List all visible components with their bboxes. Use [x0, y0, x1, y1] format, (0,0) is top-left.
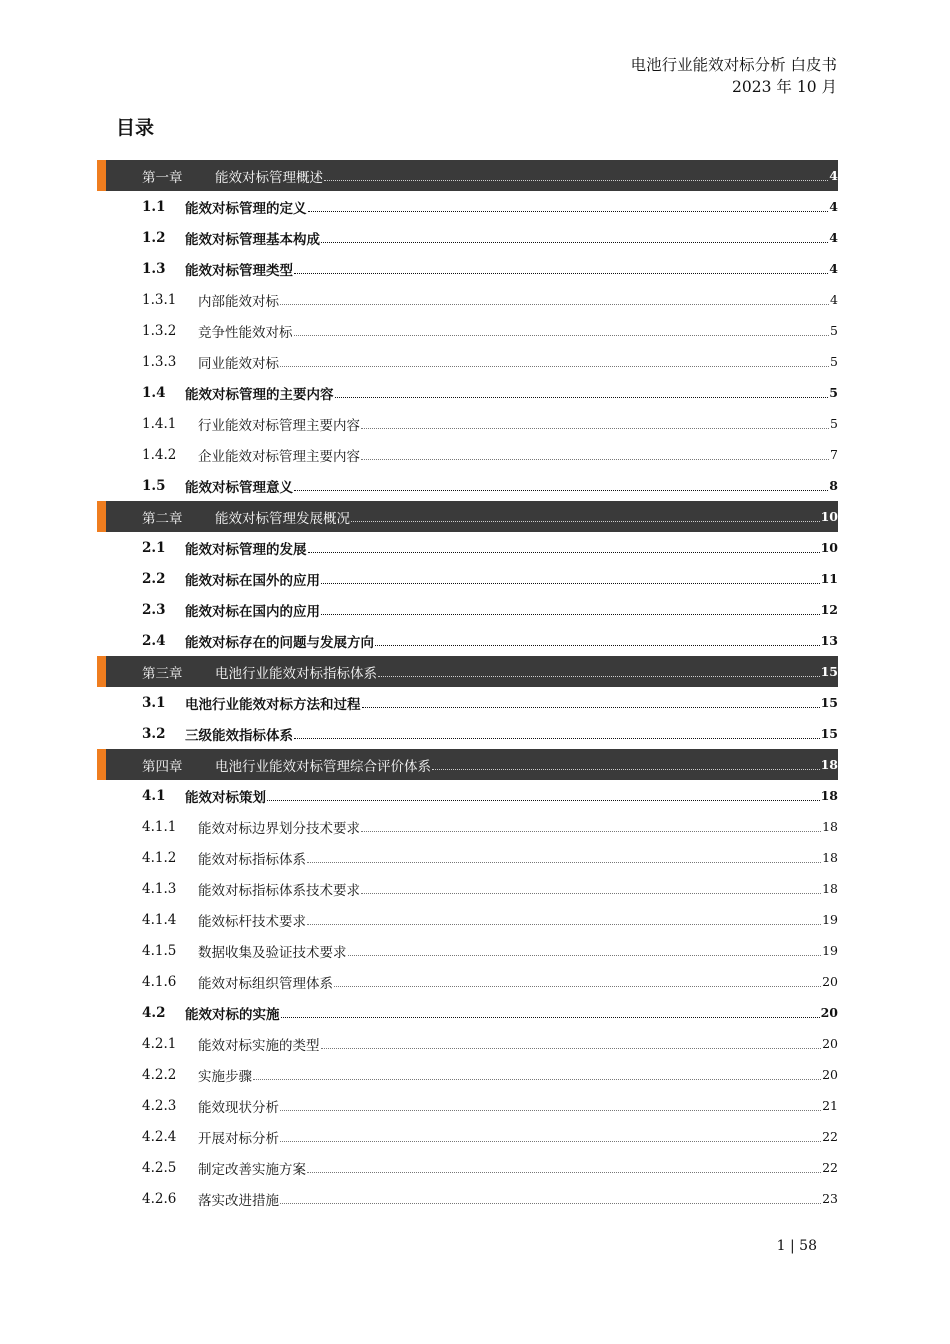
toc-entry-label: 能效对标指标体系技术要求: [198, 882, 360, 899]
toc-entry-number: 4.1.3: [142, 880, 177, 897]
toc-dot-leader: [335, 388, 829, 398]
toc-dot-leader: [351, 512, 820, 522]
toc-chapter-row[interactable]: [97, 501, 838, 532]
toc-dot-leader: [294, 481, 828, 491]
toc-dot-leader: [348, 946, 822, 956]
toc-entry-number: 4.2.6: [142, 1190, 177, 1207]
toc-entry-label: 制定改善实施方案: [198, 1161, 306, 1178]
toc-entry-label: 能效对标在国内的应用: [185, 603, 320, 620]
toc-page-number: 5: [830, 323, 838, 338]
toc-entry-number: 1.4.2: [142, 446, 177, 463]
toc-entry-label: 能效对标管理基本构成: [185, 231, 320, 248]
toc-dot-leader: [281, 1008, 820, 1018]
toc-page-number: 19: [822, 912, 838, 927]
toc-entry-number: 4.2.4: [142, 1128, 177, 1145]
toc-entry-row[interactable]: [97, 377, 838, 408]
toc-entry-row[interactable]: [97, 439, 838, 470]
toc-title: 目录: [116, 117, 155, 139]
toc-page-number: 20: [822, 1067, 838, 1082]
toc-dot-leader: [361, 884, 821, 894]
toc-entry-number: 1.3.1: [142, 291, 177, 308]
toc-entry-label: 能效现状分析: [198, 1099, 279, 1116]
toc-page-number: 15: [820, 726, 838, 741]
toc-entry-label: 能效对标策划: [185, 789, 266, 806]
toc-dot-leader: [307, 915, 821, 925]
toc-page-number: 20: [820, 1005, 838, 1020]
toc-entry-label: 能效对标存在的问题与发展方向: [185, 634, 374, 651]
toc-dot-leader: [324, 171, 828, 181]
toc-entry-label: 电池行业能效对标方法和过程: [185, 696, 361, 713]
toc-entry-number: 4.1: [142, 787, 166, 804]
toc-page-number: 4: [829, 199, 838, 214]
toc-dot-leader: [321, 605, 820, 615]
toc-page-number: 4: [829, 261, 838, 276]
toc-dot-leader: [280, 1132, 821, 1142]
toc-entry-label: 行业能效对标管理主要内容: [198, 417, 360, 434]
toc-entry-number: 1.3.2: [142, 322, 177, 339]
toc-entry-row[interactable]: [97, 811, 838, 842]
toc-entry-number: 4.1.2: [142, 849, 177, 866]
toc-dot-leader: [307, 853, 821, 863]
toc-dot-leader: [375, 636, 820, 646]
toc-entry-label: 竞争性能效对标: [198, 324, 293, 341]
toc-entry-number: 第四章: [142, 758, 183, 775]
toc-entry-row[interactable]: [97, 904, 838, 935]
toc-entry-row[interactable]: [97, 873, 838, 904]
toc-entry-number: 1.4: [142, 384, 166, 401]
toc-chapter-row[interactable]: [97, 160, 838, 191]
toc-entry-row[interactable]: [97, 563, 838, 594]
toc-dot-leader: [267, 791, 820, 801]
toc-entry-label: 能效对标的实施: [185, 1006, 280, 1023]
toc-entry-row[interactable]: [97, 935, 838, 966]
toc-entry-row[interactable]: [97, 532, 838, 563]
toc-entry-row[interactable]: [97, 253, 838, 284]
toc-page-number: 19: [822, 943, 838, 958]
toc-page-number: 10: [820, 509, 838, 524]
page-header: [631, 54, 837, 98]
toc-dot-leader: [432, 760, 820, 770]
toc-entry-row[interactable]: [97, 284, 838, 315]
toc-entry-label: 能效对标组织管理体系: [198, 975, 333, 992]
toc-page-number: 4: [830, 292, 838, 307]
toc-page-number: 18: [822, 881, 838, 896]
toc-entry-number: 4.1.6: [142, 973, 177, 990]
toc-entry-label: 能效对标管理意义: [185, 479, 293, 496]
toc-dot-leader: [321, 1039, 822, 1049]
toc-entry-row[interactable]: [97, 470, 838, 501]
toc-entry-row[interactable]: [97, 966, 838, 997]
toc-entry-number: 4.2.5: [142, 1159, 177, 1176]
toc-entry-label: 能效对标管理发展概况: [215, 510, 350, 527]
toc-page-number: 22: [822, 1129, 838, 1144]
toc-dot-leader: [294, 326, 830, 336]
toc-entry-row[interactable]: [97, 1121, 838, 1152]
toc-page-number: 15: [820, 695, 838, 710]
toc-dot-leader: [308, 202, 829, 212]
toc-dot-leader: [361, 822, 821, 832]
toc-entry-row[interactable]: [97, 1152, 838, 1183]
toc-page-number: 18: [820, 757, 838, 772]
toc-dot-leader: [294, 729, 820, 739]
toc-entry-row[interactable]: [97, 842, 838, 873]
toc-chapter-row[interactable]: [97, 749, 838, 780]
toc-entry-number: 4.1.4: [142, 911, 177, 928]
toc-entry-number: 1.2: [142, 229, 166, 246]
toc-entry-label: 能效对标管理的定义: [185, 200, 307, 217]
toc-entry-row[interactable]: [97, 1028, 838, 1059]
toc-page-number: 12: [820, 602, 838, 617]
toc-entry-number: 4.2: [142, 1004, 166, 1021]
header-document-title: 电池行业能效对标分析 白皮书: [630, 56, 837, 74]
toc-page-number: 18: [820, 788, 838, 803]
toc-entry-row[interactable]: [97, 191, 838, 222]
toc-entry-label: 能效对标管理的主要内容: [185, 386, 334, 403]
toc-entry-label: 开展对标分析: [198, 1130, 279, 1147]
toc-page-number: 20: [822, 1036, 838, 1051]
toc-page-number: 21: [822, 1098, 838, 1113]
toc-entry-number: 4.2.3: [142, 1097, 177, 1114]
toc-entry-row[interactable]: [97, 1090, 838, 1121]
toc-entry-label: 内部能效对标: [198, 293, 279, 310]
toc-dot-leader: [361, 450, 829, 460]
toc-entry-number: 1.1: [142, 198, 166, 215]
toc-entry-number: 3.2: [142, 725, 166, 742]
toc-page-number: 10: [820, 540, 838, 555]
toc-page-number: 4: [829, 230, 838, 245]
toc-entry-label: 能效对标实施的类型: [198, 1037, 320, 1054]
toc-entry-row[interactable]: [97, 997, 838, 1028]
toc-entry-number: 2.2: [142, 570, 166, 587]
toc-entry-row[interactable]: [97, 718, 838, 749]
toc-entry-row[interactable]: [97, 1183, 838, 1214]
toc-entry-row[interactable]: [97, 408, 838, 439]
toc-page-number: 5: [830, 416, 838, 431]
toc-entry-row[interactable]: [97, 346, 838, 377]
toc-dot-leader: [280, 357, 829, 367]
toc-entry-number: 1.3.3: [142, 353, 177, 370]
toc-entry-row[interactable]: [97, 687, 838, 718]
page-number: 1 | 58: [776, 1238, 817, 1254]
toc-page-number: 23: [822, 1191, 838, 1206]
toc-entry-label: 能效对标管理概述: [215, 169, 323, 186]
toc-entry-number: 第二章: [142, 510, 183, 527]
toc-entry-label: 能效标杆技术要求: [198, 913, 306, 930]
toc-dot-leader: [361, 419, 829, 429]
toc-entry-number: 4.2.1: [142, 1035, 177, 1052]
toc-entry-number: 1.5: [142, 477, 166, 494]
toc-entry-label: 能效对标指标体系: [198, 851, 306, 868]
toc-entry-label: 企业能效对标管理主要内容: [198, 448, 360, 465]
toc-dot-leader: [378, 667, 820, 677]
toc-dot-leader: [253, 1070, 821, 1080]
toc-dot-leader: [294, 264, 828, 274]
toc-entry-label: 电池行业能效对标管理综合评价体系: [215, 758, 431, 775]
toc-entry-row[interactable]: [97, 625, 838, 656]
toc-chapter-row[interactable]: [97, 656, 838, 687]
toc-entry-row[interactable]: [97, 315, 838, 346]
toc-entry-number: 1.3: [142, 260, 166, 277]
toc-dot-leader: [321, 574, 820, 584]
toc-page-number: 8: [829, 478, 838, 493]
toc-entry-number: 2.1: [142, 539, 166, 556]
toc-dot-leader: [280, 295, 829, 305]
toc-entry-number: 第一章: [142, 169, 183, 186]
toc-dot-leader: [280, 1194, 821, 1204]
toc-page-number: 18: [822, 850, 838, 865]
toc-entry-label: 能效对标边界划分技术要求: [198, 820, 360, 837]
toc-entry-row[interactable]: [97, 594, 838, 625]
toc-entry-label: 实施步骤: [198, 1068, 252, 1085]
toc-entry-row[interactable]: [97, 780, 838, 811]
toc-page-number: 20: [822, 974, 838, 989]
toc-entry-row[interactable]: [97, 1059, 838, 1090]
toc-dot-leader: [280, 1101, 821, 1111]
toc-dot-leader: [334, 977, 821, 987]
toc-entry-label: 数据收集及验证技术要求: [198, 944, 347, 961]
toc-page-number: 4: [829, 168, 838, 183]
toc-entry-number: 2.4: [142, 632, 166, 649]
toc-page-number: 5: [830, 354, 838, 369]
toc-dot-leader: [321, 233, 828, 243]
toc-dot-leader: [308, 543, 820, 553]
table-of-contents: [97, 160, 838, 1214]
toc-entry-number: 3.1: [142, 694, 166, 711]
toc-page-number: 15: [820, 664, 838, 679]
toc-dot-leader: [307, 1163, 821, 1173]
toc-dot-leader: [362, 698, 820, 708]
toc-page-number: 13: [820, 633, 838, 648]
toc-entry-label: 能效对标在国外的应用: [185, 572, 320, 589]
toc-entry-number: 2.3: [142, 601, 166, 618]
toc-entry-number: 4.2.2: [142, 1066, 177, 1083]
toc-entry-number: 1.4.1: [142, 415, 177, 432]
toc-entry-number: 第三章: [142, 665, 183, 682]
toc-entry-label: 三级能效指标体系: [185, 727, 293, 744]
toc-entry-number: 4.1.1: [142, 818, 177, 835]
toc-entry-row[interactable]: [97, 222, 838, 253]
toc-entry-label: 同业能效对标: [198, 355, 279, 372]
toc-entry-label: 落实改进措施: [198, 1192, 279, 1209]
toc-page-number: 7: [830, 447, 838, 462]
toc-page-number: 11: [820, 571, 838, 586]
toc-entry-number: 4.1.5: [142, 942, 177, 959]
header-date: 2023 年 10 月: [732, 78, 837, 96]
toc-page-number: 22: [822, 1160, 838, 1175]
toc-page-number: 5: [829, 385, 838, 400]
toc-entry-label: 能效对标管理类型: [185, 262, 293, 279]
toc-page-number: 18: [822, 819, 838, 834]
toc-entry-label: 能效对标管理的发展: [185, 541, 307, 558]
toc-entry-label: 电池行业能效对标指标体系: [215, 665, 377, 682]
